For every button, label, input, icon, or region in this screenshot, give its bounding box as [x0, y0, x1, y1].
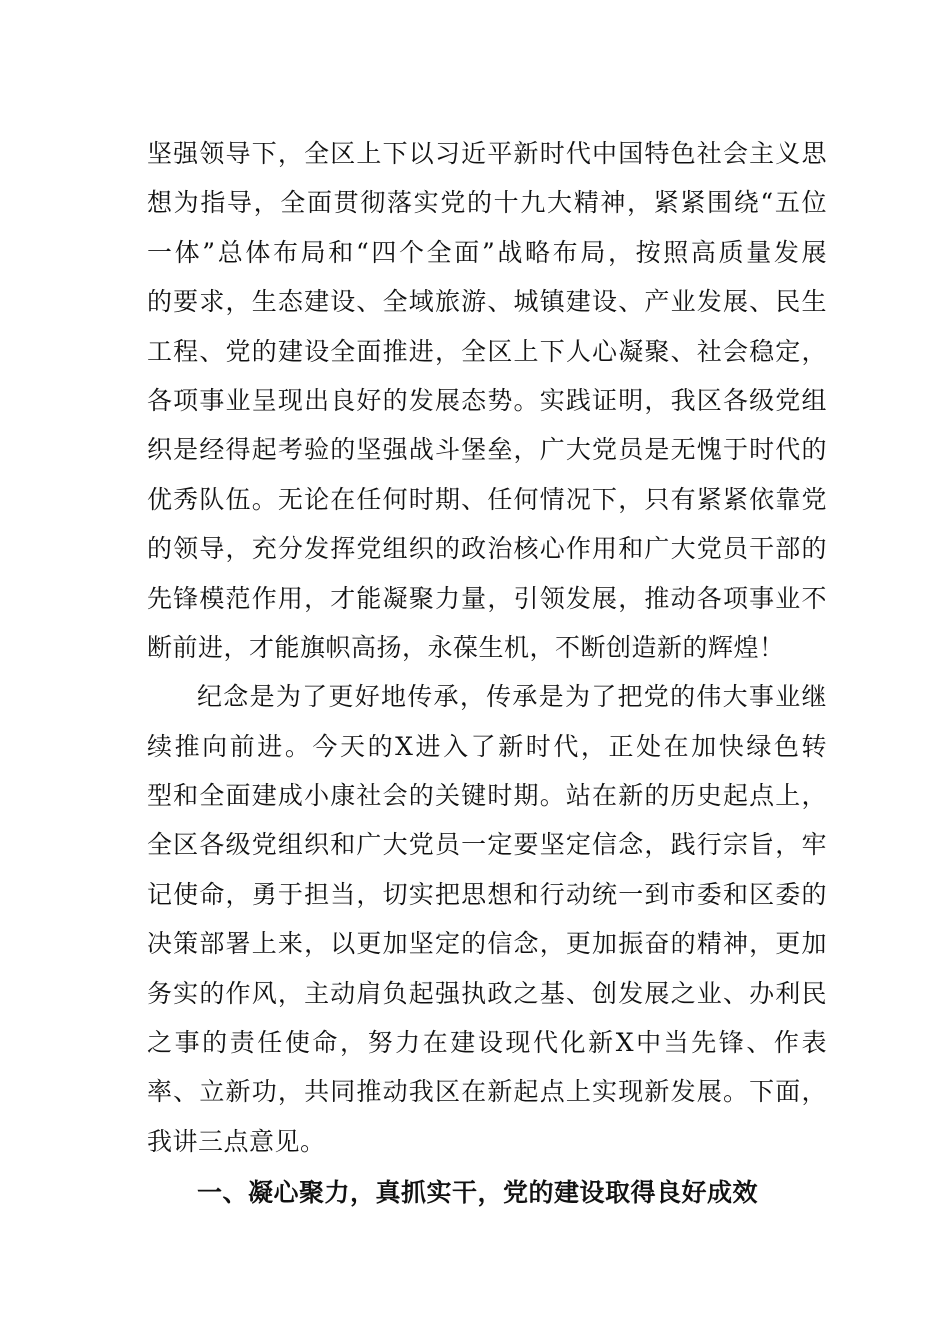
text-line: 优秀队伍。无论在任何时期、任何情况下，只有紧紧依靠党	[147, 484, 827, 514]
text-line: 记使命，勇于担当，切实把思想和行动统一到市委和区委的	[147, 879, 827, 909]
section-heading: 一、凝心聚力，真抓实干，党的建设取得良好成效	[197, 1178, 759, 1207]
text-line: 型和全面建成小康社会的关键时期。站在新的历史起点上，	[147, 781, 827, 811]
text-line: 之事的责任使命，努力在建设现代化新X中当先锋、作表	[147, 1028, 827, 1058]
text-line: 务实的作风，主动肩负起强执政之基、创发展之业、办利民	[147, 978, 827, 1008]
text-line: 一体”总体布局和“四个全面”战略布局，按照高质量发展	[147, 237, 827, 267]
text-line: 各项事业呈现出良好的发展态势。实践证明，我区各级党组	[147, 385, 827, 415]
text-line: 我讲三点意见。	[147, 1126, 326, 1156]
text-line: 的领导，充分发挥党组织的政治核心作用和广大党员干部的	[147, 534, 827, 564]
text-line: 全区各级党组织和广大党员一定要坚定信念，践行宗旨，牢	[147, 830, 827, 860]
body-text	[147, 129, 827, 1166]
text-line: 决策部署上来，以更加坚定的信念，更加振奋的精神，更加	[147, 929, 827, 959]
text-line: 纪念是为了更好地传承，传承是为了把党的伟大事业继	[197, 682, 827, 712]
text-line: 率、立新功，共同推动我区在新起点上实现新发展。下面，	[147, 1077, 827, 1107]
text-line: 工程、党的建设全面推进，全区上下人心凝聚、社会稳定，	[147, 336, 827, 366]
text-line: 续推向前进。今天的X进入了新时代，正处在加快绿色转	[147, 731, 827, 761]
text-line: 坚强领导下，全区上下以习近平新时代中国特色社会主义思	[147, 139, 827, 168]
text-line: 的要求，生态建设、全域旅游、城镇建设、产业发展、民生	[147, 287, 827, 317]
text-line: 织是经得起考验的坚强战斗堡垒，广大党员是无愧于时代的	[147, 435, 827, 465]
text-line: 先锋模范作用，才能凝聚力量，引领发展，推动各项事业不	[147, 583, 827, 613]
text-line: 断前进，才能旗帜高扬，永葆生机，不断创造新的辉煌！	[147, 632, 785, 662]
text-line: 想为指导，全面贯彻落实党的十九大精神，紧紧围绕“五位	[147, 188, 827, 218]
